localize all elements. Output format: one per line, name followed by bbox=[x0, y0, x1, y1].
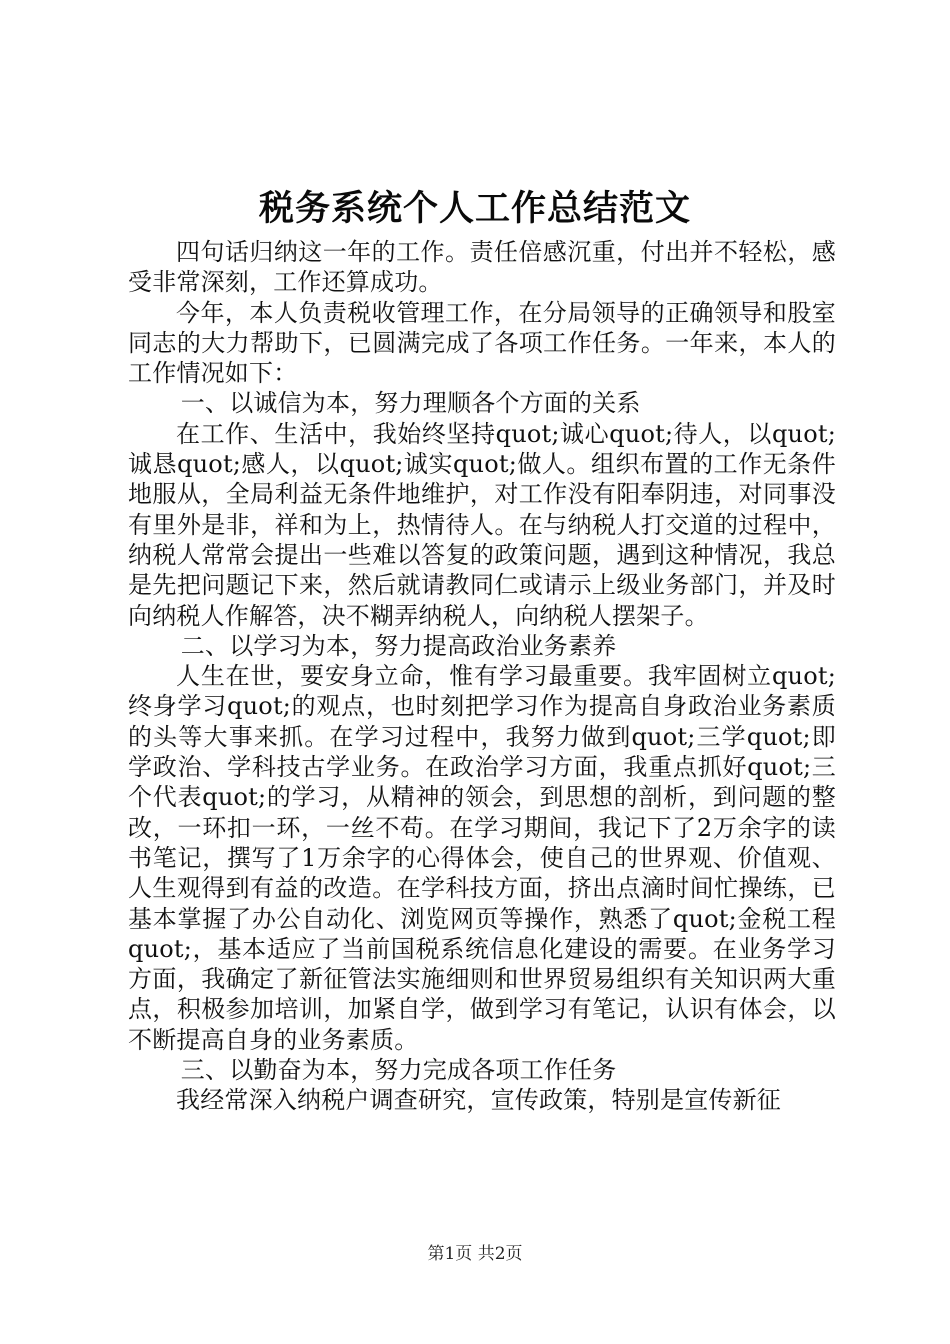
paragraph-section-2: 人生在世，要安身立命，惟有学习最重要。我牢固树立quot;终身学习quot;的观点，也时刻把学习作为提高自身政治业务素质的头等大事来抓。在学习过程中，我努力做到quot;三学quot;即学政治、学科技古学业务。在政治学习方面，我重点抓好quot;三个代表quot;的学习，从精神的领会，到思想的剖析，到问题的整改，一环扣一环，一丝不苟。在学习期间，我记下了2万余字的读书笔记，撰写了1万余字的心得体会，使自己的世界观、价值观、人生观得到有益的改造。在学科技方面，挤出点滴时间忙操练，已基本掌握了办公自动化、浏览网页等操作，熟悉了quot;金税工程quot;，基本适应了当前国税系统信息化建设的需要。在业务学习方面，我确定了新征管法实施细则和世界贸易组织有关知识两大重点，积极参加培训，加紧自学，做到学习有笔记，认识有体会，以不断提高自身的业务素质。 bbox=[128, 662, 836, 1054]
paragraph-section-3: 我经常深入纳税户调查研究，宣传政策，特别是宣传新征 bbox=[176, 1086, 781, 1115]
section-heading-1: 一、以诚信为本，努力理顺各个方面的关系 bbox=[180, 389, 641, 418]
document-title: 税务系统个人工作总结范文 bbox=[258, 188, 691, 229]
paragraph-overview: 今年，本人负责税收管理工作，在分局领导的正确领导和股室同志的大力帮助下，已圆满完成了各项工作任务。一年来，本人的工作情况如下： bbox=[128, 298, 836, 388]
paragraph-intro: 四句话归纳这一年的工作。责任倍感沉重，付出并不轻松，感受非常深刻，工作还算成功。 bbox=[128, 238, 836, 297]
document-body bbox=[128, 237, 836, 1116]
section-heading-2: 二、以学习为本，努力提高政治业务素养 bbox=[180, 631, 617, 660]
page-footer: 第1页 共2页 bbox=[427, 1244, 523, 1264]
paragraph-section-1: 在工作、生活中，我始终坚持quot;诚心quot;待人，以quot;诚恳quot;感人，以quot;诚实quot;做人。组织布置的工作无条件地服从，全局利益无条件地维护，对工作没有阳奉阴违，对同事没有里外是非，祥和为上，热情待人。在与纳税人打交道的过程中，纳税人常常会提出一些难以答复的政策问题，遇到这种情况，我总是先把问题记下来，然后就请教同仁或请示上级业务部门，并及时向纳税人作解答，决不糊弄纳税人，向纳税人摆架子。 bbox=[128, 419, 836, 630]
section-heading-3: 三、以勤奋为本，努力完成各项工作任务 bbox=[180, 1056, 617, 1085]
